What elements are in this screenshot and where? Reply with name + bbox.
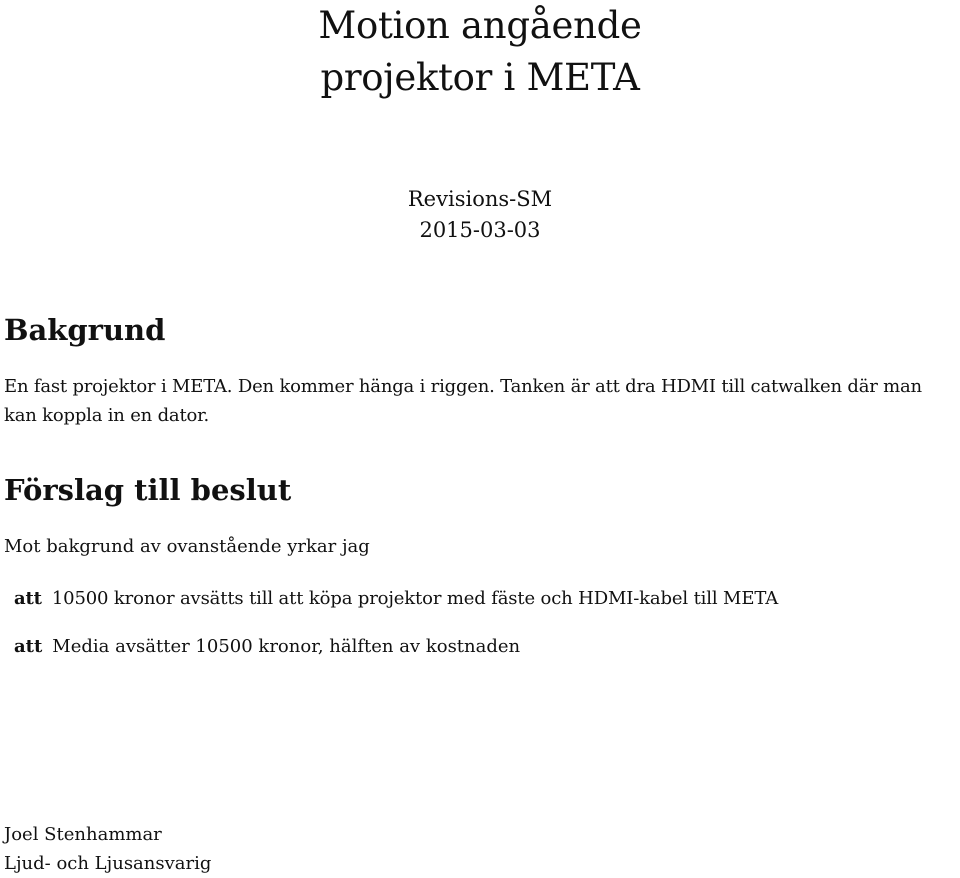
document-meta bbox=[0, 184, 960, 246]
document-date: 2015-03-03 bbox=[419, 218, 541, 242]
signature-block bbox=[4, 820, 211, 878]
meeting-name: Revisions-SM bbox=[407, 187, 553, 211]
yrkande-keyword: att bbox=[14, 588, 42, 609]
section-heading-forslag: Förslag till beslut bbox=[4, 473, 292, 507]
title-line-2: projektor i META bbox=[320, 56, 640, 99]
yrkande-item bbox=[14, 632, 959, 661]
signature-name: Joel Stenhammar bbox=[4, 824, 162, 845]
yrkande-item bbox=[14, 584, 959, 613]
yrkande-keyword: att bbox=[14, 636, 43, 657]
yrkande-text: 10500 kronor avsätts till att köpa projektor med fäste och HDMI-kabel till META bbox=[51, 588, 779, 609]
signature-role: Ljud- och Ljusansvarig bbox=[4, 853, 212, 874]
bakgrund-paragraph: En fast projektor i META. Den kommer hänga i riggen. Tanken är att dra HDMI till catwalken där man kan koppla in en dator. bbox=[4, 376, 922, 426]
title-line-1: Motion angående bbox=[318, 4, 642, 47]
yrkande-text: Media avsätter 10500 kronor, hälften av kostnaden bbox=[52, 636, 521, 657]
section-heading-bakgrund: Bakgrund bbox=[4, 313, 166, 347]
document-title bbox=[0, 0, 960, 104]
forslag-intro-paragraph: Mot bakgrund av ovanstående yrkar jag bbox=[4, 536, 370, 557]
